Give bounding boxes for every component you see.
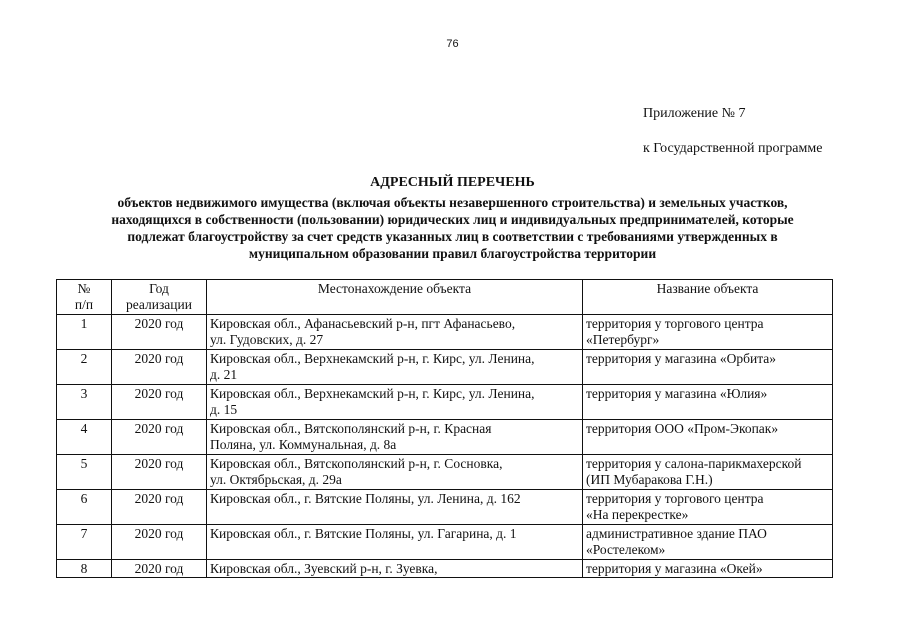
subtitle-line: находящихся в собственности (пользовании) юридических лиц и индивидуальных предпринимателей, которые (111, 212, 794, 227)
row-year: 2020 год (112, 490, 207, 525)
row-address: Кировская обл., Верхнекамский р-н, г. Кирс, ул. Ленина, д. 21 (207, 350, 583, 385)
subtitle-line: объектов недвижимого имущества (включая объекты незавершенного строительства) и земельных участков, (117, 195, 788, 210)
row-year: 2020 год (112, 385, 207, 420)
row-number: 5 (57, 455, 112, 490)
page-number: 76 (446, 38, 459, 50)
row-number: 8 (57, 560, 112, 578)
header-year: Год реализации (112, 280, 207, 315)
row-year: 2020 год (112, 420, 207, 455)
row-year: 2020 год (112, 525, 207, 560)
header-address: Местонахождение объекта (207, 280, 583, 315)
table-row (57, 525, 833, 560)
row-year: 2020 год (112, 350, 207, 385)
row-year: 2020 год (112, 560, 207, 578)
row-address: Кировская обл., Верхнекамский р-н, г. Кирс, ул. Ленина, д. 15 (207, 385, 583, 420)
row-object-name: территория у магазина «Орбита» (583, 350, 833, 385)
subtitle-line: подлежат благоустройству за счет средств указанных лиц в соответствии с требованиями утвержденных в (127, 229, 778, 244)
document-title: АДРЕСНЫЙ ПЕРЕЧЕНЬ (370, 175, 535, 190)
row-address: Кировская обл., г. Вятские Поляны, ул. Гагарина, д. 1 (207, 525, 583, 560)
header-number: № п/п (57, 280, 112, 315)
row-year: 2020 год (112, 455, 207, 490)
row-object-name: территория у магазина «Окей» (583, 560, 833, 578)
row-number: 3 (57, 385, 112, 420)
header-object-name: Название объекта (583, 280, 833, 315)
row-number: 6 (57, 490, 112, 525)
table-row (57, 490, 833, 525)
row-address: Кировская обл., г. Вятские Поляны, ул. Ленина, д. 162 (207, 490, 583, 525)
row-number: 4 (57, 420, 112, 455)
subtitle-line: муниципальном образовании правил благоустройства территории (248, 246, 657, 261)
row-address: Кировская обл., Вятскополянский р-н, г. Сосновка, ул. Октябрьская, д. 29а (207, 455, 583, 490)
table-row (57, 385, 833, 420)
table-row (57, 420, 833, 455)
row-object-name: территория у торгового центра «На перекрестке» (583, 490, 833, 525)
row-number: 7 (57, 525, 112, 560)
row-object-name: административное здание ПАО «Ростелеком» (583, 525, 833, 560)
table-row (57, 350, 833, 385)
table-row (57, 315, 833, 350)
row-object-name: территория у салона-парикмахерской (ИП Мубаракова Г.Н.) (583, 455, 833, 490)
row-year: 2020 год (112, 315, 207, 350)
row-object-name: территория ООО «Пром-Экопак» (583, 420, 833, 455)
row-address: Кировская обл., Афанасьевский р-н, пгт Афанасьево, ул. Гудовских, д. 27 (207, 315, 583, 350)
row-number: 1 (57, 315, 112, 350)
table-row (57, 455, 833, 490)
document-subtitle (40, 194, 865, 262)
row-object-name: территория у торгового центра «Петербург» (583, 315, 833, 350)
row-address: Кировская обл., Зуевский р-н, г. Зуевка, (207, 560, 583, 578)
row-object-name: территория у магазина «Юлия» (583, 385, 833, 420)
appendix-label: Приложение № 7 (643, 106, 746, 121)
row-address: Кировская обл., Вятскополянский р-н, г. Красная Поляна, ул. Коммунальная, д. 8а (207, 420, 583, 455)
objects-table (56, 279, 833, 578)
appendix-program-ref: к Государственной программе (643, 141, 823, 156)
row-number: 2 (57, 350, 112, 385)
table-header-row (57, 280, 833, 315)
table-row (57, 560, 833, 578)
